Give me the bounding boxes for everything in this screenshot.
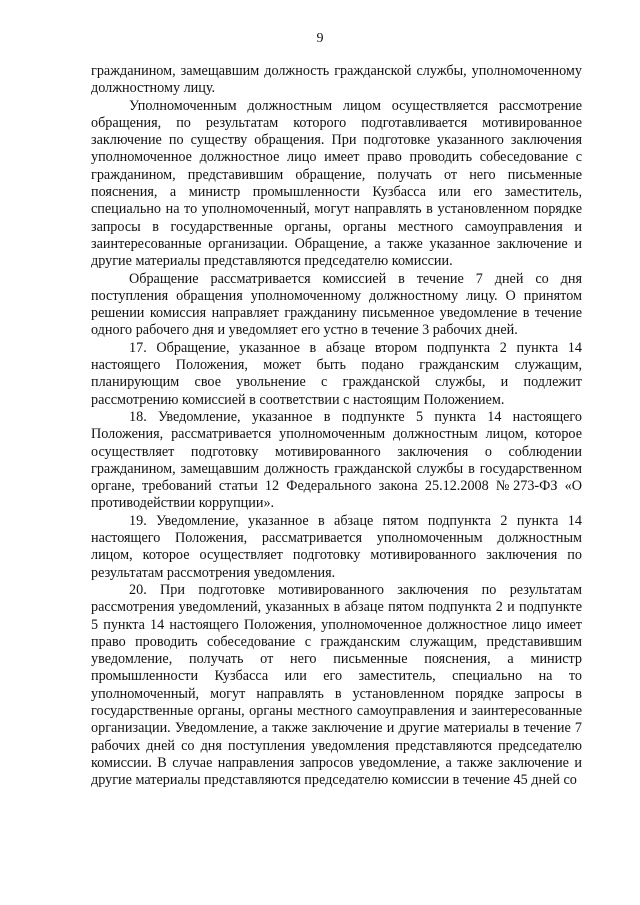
document-body xyxy=(91,63,582,789)
paragraph-continuation: гражданином, замещавшим должность гражданской службы, уполномоченному должностному лицу. xyxy=(91,63,582,97)
paragraph-item-19: 19. Уведомление, указанное в абзаце пятом подпункта 2 пункта 14 настоящего Положения, рассматривается уполномоченным должностным лицом, которое осуществляет подготовку мотивированного заключения по результатам рассмотрения уведомления. xyxy=(91,512,582,581)
paragraph-commission-review-term: Обращение рассматривается комиссией в течение 7 дней со дня поступления обращения уполномоченному должностному лицу. О принятом решении комиссия направляет гражданину письменное уведомление в течение одного рабочего дня и уведомляет его устно в течение 3 рабочих дней. xyxy=(91,270,582,339)
page-number: 9 xyxy=(316,31,324,46)
paragraph-item-20: 20. При подготовке мотивированного заключения по результатам рассмотрения уведомлений, указанных в абзаце пятом подпункта 2 и подпункте 5 пункта 14 настоящего Положения, уполномоченное должностное лицо имеет право проводить собеседование с гражданским служащим, представившим уведомление, получать от него письменные пояснения, а министр промышленности Кузбасса или его заместитель, специально на то уполномоченный, могут направлять в установленном порядке запросы в государственные органы, органы местного самоуправления и заинтересованные организации. Уведомление, а также заключение и другие материалы в течение 7 рабочих дней со дня поступления уведомления представляются председателю комиссии. В случае направления запросов уведомление, а также заключение и другие материалы представляются председателю комиссии в течение 45 дней со xyxy=(91,581,582,789)
paragraph-item-18: 18. Уведомление, указанное в подпункте 5 пункта 14 настоящего Положения, рассматривается уполномоченным должностным лицом, которое осуществляет подготовку мотивированного заключения о соблюдении гражданином, замещавшим должность гражданской службы в государственном органе, требований статьи 12 Федерального закона 25.12.2008 №273-ФЗ «О противодействии коррупции». xyxy=(91,408,582,512)
paragraph-item-17: 17. Обращение, указанное в абзаце втором подпункта 2 пункта 14 настоящего Положения, может быть подано гражданским служащим, планирующим свое увольнение с гражданской службы, и подлежит рассмотрению комиссией в соответствии с настоящим Положением. xyxy=(91,339,582,408)
paragraph-review-by-official: Уполномоченным должностным лицом осуществляется рассмотрение обращения, по результатам которого подготавливается мотивированное заключение по существу обращения. При подготовке указанного заключения уполномоченное должностное лицо имеет право проводить собеседование с гражданином, представившим обращение, получать от него письменные пояснения, а министр промышленности Кузбасса или его заместитель, специально на то уполномоченный, могут направлять в установленном порядке запросы в государственные органы, органы местного самоуправления и заинтересованные организации. Обращение, а также указанное заключение и другие материалы представляются председателю комиссии. xyxy=(91,97,582,270)
